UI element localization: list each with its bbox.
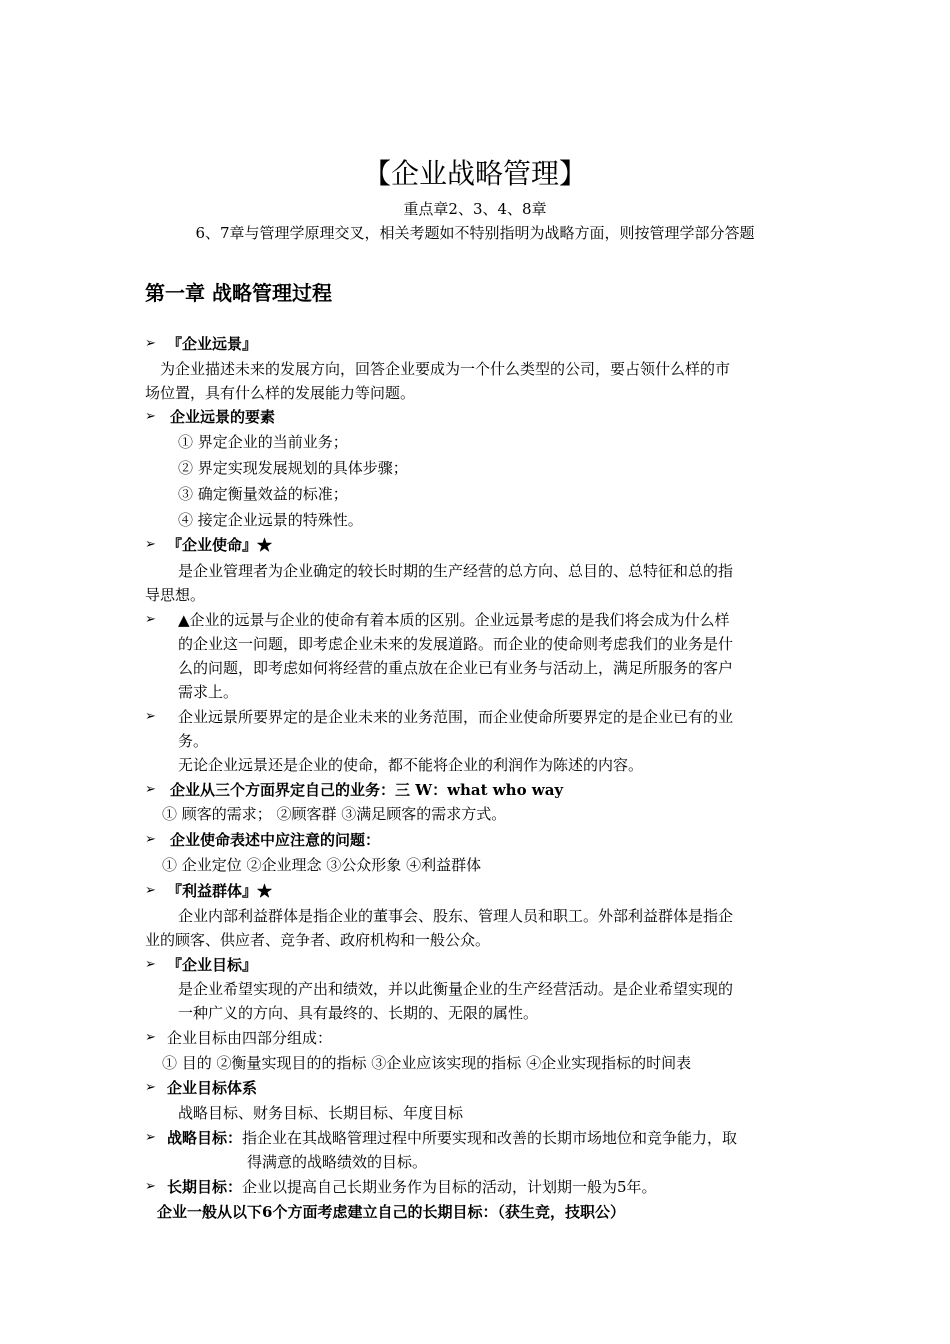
arrow-bullet-icon: ➢ bbox=[145, 1030, 156, 1045]
three-w-items: ① 顾客的需求； ②顾客群 ③满足顾客的需求方式。 bbox=[162, 805, 507, 823]
strategic-goal-text: 指企业在其战略管理过程中所要实现和改善的长期市场地位和竞争能力，取 bbox=[242, 1129, 738, 1147]
arrow-bullet-icon: ➢ bbox=[145, 1179, 156, 1194]
arrow-bullet-icon: ➢ bbox=[145, 782, 156, 797]
six-aspects-heading: 企业一般从以下6个方面考虑建立自己的长期目标：（获生竞，技职公） bbox=[157, 1203, 625, 1221]
arrow-bullet-icon: ➢ bbox=[145, 1080, 156, 1095]
mission-issue-items: ① 企业定位 ②企业理念 ③公众形象 ④利益群体 bbox=[162, 856, 482, 874]
scope-line-2: 务。 bbox=[178, 732, 209, 750]
long-term-goal-line bbox=[167, 1175, 832, 1199]
heading-vision: 『企业远景』 bbox=[167, 335, 258, 353]
arrow-bullet-icon: ➢ bbox=[145, 709, 156, 724]
strategic-goal-label: 战略目标： bbox=[167, 1129, 243, 1147]
vision-element-3: ③ 确定衡量效益的标准； bbox=[178, 485, 348, 503]
arrow-bullet-icon: ➢ bbox=[145, 957, 156, 972]
difference-line-1: ▲企业的远景与企业的使命有着本质的区别。企业远景考虑的是我们将会成为什么样 bbox=[178, 611, 730, 629]
stakeholders-text-line-1: 企业内部利益群体是指企业的董事会、股东、管理人员和职工。外部利益群体是指企 bbox=[178, 907, 734, 925]
goal-text-line-1: 是企业希望实现的产出和绩效，并以此衡量企业的生产经营活动。是企业希望实现的 bbox=[178, 980, 734, 998]
difference-line-2: 的企业这一问题，即考虑企业未来的发展道路。而企业的使命则考虑我们的业务是什 bbox=[178, 635, 734, 653]
vision-text-line-2: 场位置，具有什么样的发展能力等问题。 bbox=[145, 384, 416, 402]
long-term-goal-text: 企业以提高自己长期业务作为目标的活动，计划期一般为5年。 bbox=[242, 1178, 657, 1196]
arrow-bullet-icon: ➢ bbox=[145, 612, 156, 627]
arrow-bullet-icon: ➢ bbox=[145, 1130, 156, 1145]
vision-element-4: ④ 接定企业远景的特殊性。 bbox=[178, 511, 363, 529]
strategic-goal-line-2: 得满意的战略绩效的目标。 bbox=[247, 1153, 428, 1171]
heading-three-w: 企业从三个方面界定自己的业务：三 W：what who way bbox=[170, 781, 564, 799]
goal-parts-intro: 企业目标由四部分组成： bbox=[167, 1029, 333, 1047]
goal-system-items: 战略目标、财务目标、长期目标、年度目标 bbox=[178, 1104, 464, 1122]
heading-mission-issues: 企业使命表述中应注意的问题： bbox=[170, 831, 381, 849]
chapter-heading: 第一章 战略管理过程 bbox=[145, 281, 332, 305]
long-term-goal-label: 长期目标： bbox=[167, 1178, 243, 1196]
strategic-goal-line-1 bbox=[167, 1126, 832, 1150]
arrow-bullet-icon: ➢ bbox=[145, 336, 156, 351]
vision-text-line-1: 为企业描述未来的发展方向，回答企业要成为一个什么类型的公司，要占领什么样的市 bbox=[160, 360, 731, 378]
mission-text-line-1: 是企业管理者为企业确定的较长时期的生产经营的总方向、总目的、总特征和总的指 bbox=[178, 562, 734, 580]
goal-text-line-2: 一种广义的方向、具有最终的、长期的、无限的属性。 bbox=[178, 1004, 539, 1022]
vision-element-1: ① 界定企业的当前业务； bbox=[178, 433, 348, 451]
arrow-bullet-icon: ➢ bbox=[145, 409, 156, 424]
stakeholders-text-line-2: 业的顾客、供应者、竞争者、政府机构和一般公众。 bbox=[145, 931, 491, 949]
heading-mission: 『企业使命』★ bbox=[167, 536, 273, 554]
heading-goal: 『企业目标』 bbox=[167, 956, 258, 974]
mission-text-line-2: 导思想。 bbox=[145, 586, 206, 604]
difference-line-3: 么的问题，即考虑如何将经营的重点放在企业已有业务与活动上，满足所服务的客户 bbox=[178, 659, 734, 677]
heading-stakeholders: 『利益群体』★ bbox=[167, 882, 273, 900]
document-title: 【企业战略管理】 bbox=[362, 157, 587, 190]
key-chapters-note: 重点章2、3、4、8章 bbox=[403, 200, 547, 218]
goal-part-items: ① 目的 ②衡量实现目的的指标 ③企业应该实现的指标 ④企业实现指标的时间表 bbox=[162, 1054, 692, 1072]
cross-reference-note: 6、7章与管理学原理交叉，相关考题如不特别指明为战略方面，则按管理学部分答题 bbox=[195, 224, 755, 242]
arrow-bullet-icon: ➢ bbox=[145, 832, 156, 847]
scope-line-1: 企业远景所要界定的是企业未来的业务范围，而企业使命所要界定的是企业已有的业 bbox=[178, 708, 734, 726]
arrow-bullet-icon: ➢ bbox=[145, 537, 156, 552]
vision-element-2: ② 界定实现发展规划的具体步骤； bbox=[178, 459, 408, 477]
profit-note: 无论企业远景还是企业的使命，都不能将企业的利润作为陈述的内容。 bbox=[178, 756, 644, 774]
arrow-bullet-icon: ➢ bbox=[145, 883, 156, 898]
heading-goal-system: 企业目标体系 bbox=[167, 1079, 258, 1097]
heading-vision-elements: 企业远景的要素 bbox=[170, 408, 276, 426]
difference-line-4: 需求上。 bbox=[178, 683, 239, 701]
